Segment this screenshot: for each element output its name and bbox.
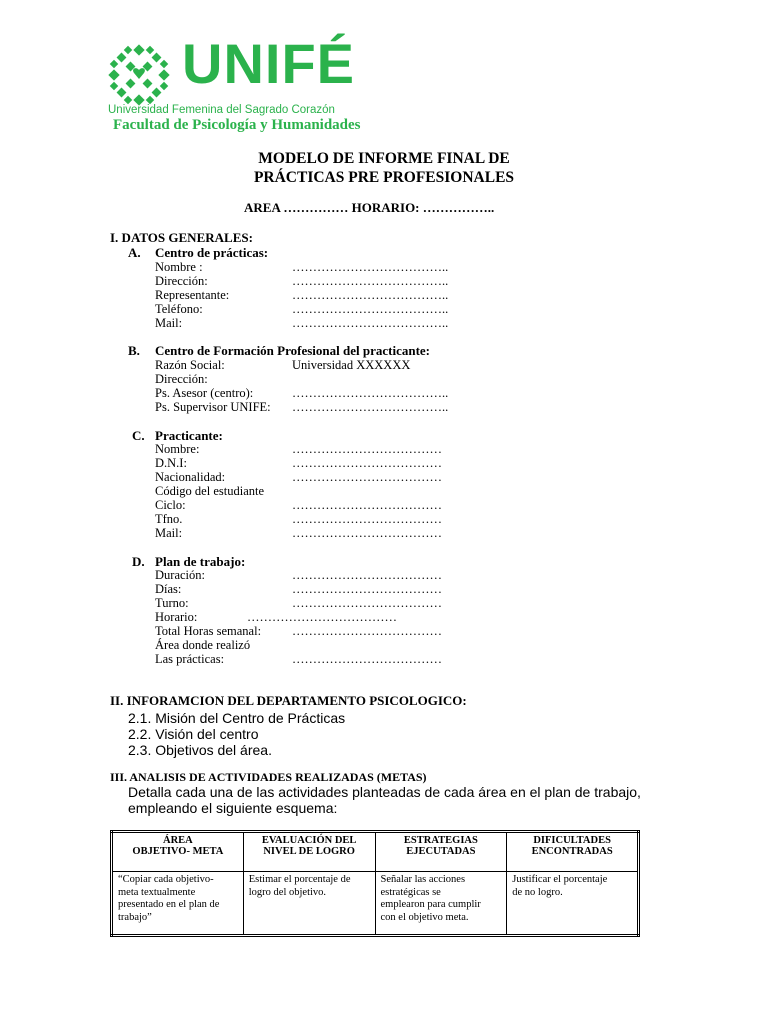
table-header-row (112, 832, 639, 872)
field-value[interactable]: ……………………………… (292, 456, 442, 470)
table-cell[interactable]: Justificar el porcentaje de no logro. (507, 872, 639, 936)
field-value[interactable]: ……………………………….. (292, 400, 449, 414)
field-label: Dirección: (155, 372, 208, 386)
field-value[interactable]: ……………………………… (292, 526, 442, 540)
field-label: Código del estudiante (155, 484, 265, 498)
subsection-a-title: Centro de prácticas: (155, 245, 269, 260)
field-label: Mail: (155, 526, 183, 540)
section-1-heading: I. DATOS GENERALES: (110, 230, 253, 245)
field-value[interactable]: ……………………………… (292, 624, 442, 638)
field-value[interactable]: ……………………………… (292, 568, 442, 582)
field-label: Ps. Supervisor UNIFE: (155, 400, 271, 414)
section-3-intro-line1: Detalla cada una de las actividades planteadas de cada área en el plan de trabajo, (128, 784, 641, 800)
subsection-a-letter: A. (128, 245, 141, 260)
field-value[interactable]: ……………………………… (292, 470, 442, 484)
table-cell[interactable]: Estimar el porcentaje de logro del objetivo. (243, 872, 375, 936)
document-title-line1: MODELO DE INFORME FINAL DE (258, 150, 510, 167)
subsection-b-title: Centro de Formación Profesional del practicante: (155, 343, 430, 358)
table-row (112, 872, 639, 936)
field-label: Área donde realizó (155, 638, 251, 652)
section-2-heading: II. INFORAMCION DEL DEPARTAMENTO PSICOLOGICO: (110, 693, 467, 708)
field-label: Nacionalidad: (155, 470, 226, 484)
field-value[interactable]: ……………………………… (292, 596, 442, 610)
field-label: Mail: (155, 316, 183, 330)
table-header-cell: ÁREA OBJETIVO- META (112, 832, 244, 872)
subsection-c-letter: C. (132, 428, 145, 443)
university-name: Universidad Femenina del Sagrado Corazón (108, 104, 335, 116)
field-value[interactable]: ……………………………… (247, 610, 397, 624)
table-header-cell: EVALUACIÓN DEL NIVEL DE LOGRO (243, 832, 375, 872)
subsection-c-title: Practicante: (155, 428, 223, 443)
field-label: Nombre: (155, 442, 200, 456)
unife-wordmark: UNIFÉ (182, 32, 355, 95)
field-value[interactable]: ……………………………… (292, 442, 442, 456)
field-value[interactable]: Universidad XXXXXX (292, 358, 411, 372)
activities-table (110, 830, 640, 937)
field-label: Razón Social: (155, 358, 225, 372)
field-value[interactable]: ……………………………….. (292, 302, 449, 316)
unife-logo-emblem (108, 44, 170, 106)
field-value[interactable]: ……………………………… (292, 498, 442, 512)
section-3-intro-line2: empleando el siguiente esquema: (128, 800, 338, 816)
field-label: Dirección: (155, 274, 208, 288)
field-label: Días: (155, 582, 182, 596)
field-label: Representante: (155, 288, 230, 302)
field-value[interactable]: ……………………………… (292, 582, 442, 596)
subsection-b-letter: B. (128, 343, 140, 358)
faculty-name: Facultad de Psicología y Humanidades (113, 117, 361, 133)
field-value[interactable]: ……………………………….. (292, 274, 449, 288)
field-label: Duración: (155, 568, 205, 582)
list-item: 2.3. Objetivos del área. (128, 742, 272, 758)
subsection-d-letter: D. (132, 554, 145, 569)
field-label: Nombre : (155, 260, 203, 274)
list-item: 2.2. Visión del centro (128, 726, 259, 742)
area-schedule-line: AREA …………… HORARIO: …………….. (244, 200, 495, 215)
table-header-cell: ESTRATEGIAS EJECUTADAS (375, 832, 507, 872)
field-value[interactable]: ……………………………….. (292, 260, 449, 274)
table-cell[interactable]: “Copiar cada objetivo- meta textualmente presentado en el plan de trabajo” (112, 872, 244, 936)
field-label: Las prácticas: (155, 652, 225, 666)
table-header-cell: DIFICULTADES ENCONTRADAS (507, 832, 639, 872)
document-title-line2: PRÁCTICAS PRE PROFESIONALES (253, 169, 515, 186)
field-label: Ciclo: (155, 498, 186, 512)
field-value[interactable]: ……………………………….. (292, 386, 449, 400)
field-value[interactable]: ……………………………… (292, 512, 442, 526)
subsection-d-title: Plan de trabajo: (155, 554, 246, 569)
field-label: D.N.I: (155, 456, 187, 470)
field-value[interactable]: ……………………………….. (292, 288, 449, 302)
field-label: Tfno. (155, 512, 183, 526)
field-value[interactable]: ……………………………… (292, 652, 442, 666)
field-label: Ps. Asesor (centro): (155, 386, 254, 400)
list-item: 2.1. Misión del Centro de Prácticas (128, 710, 346, 726)
field-label: Teléfono: (155, 302, 203, 316)
table-cell[interactable]: Señalar las acciones estratégicas se emplearon para cumplir con el objetivo meta. (375, 872, 507, 936)
field-value[interactable]: ……………………………….. (292, 316, 449, 330)
field-label: Horario: (155, 610, 198, 624)
field-label: Total Horas semanal: (155, 624, 262, 638)
field-label: Turno: (155, 596, 189, 610)
section-3-heading: III. ANALISIS DE ACTIVIDADES REALIZADAS (METAS) (110, 770, 427, 784)
